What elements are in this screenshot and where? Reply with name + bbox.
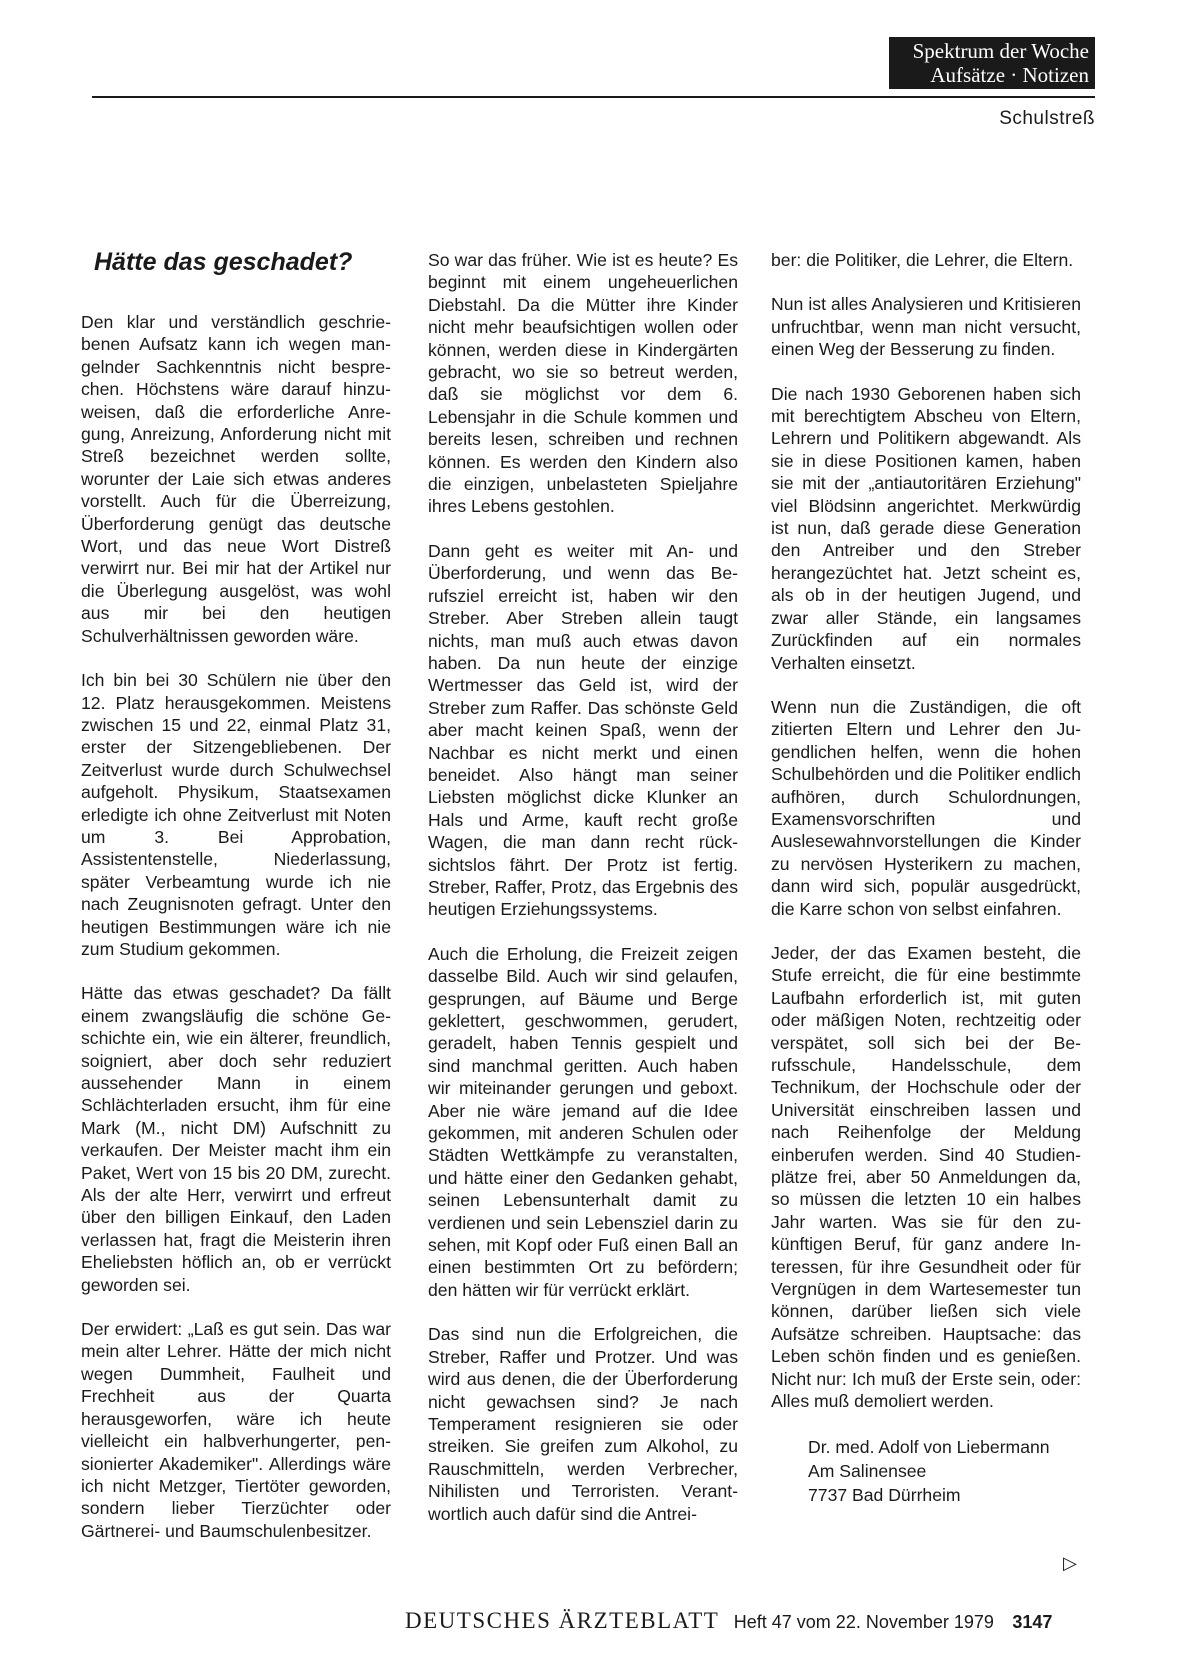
article-title: Hätte das geschadet? [94,248,353,276]
paragraph: Hätte das etwas geschadet? Da fällt einem zwangsläufig die schöne Geschichte ein, wie ein älterer, freundlich, soigniert, aber doch sehr reduziert aussehender Mann in einem Schlächterladen ersucht, ihm für eine Mark (M., nicht DM) Aufschnitt zu verkaufen. Der Meister macht ihm ein Paket, Wert von 15 bis 20 DM, zurecht. Als der alte Herr, verwirrt und erfreut über den billigen Einkauf, den Laden verlassen hat, fragt die Meisterin ihren Eheliebsten höflich an, ob er verrückt geworden sei. [81,983,391,1295]
section-badge [889,37,1095,89]
author-name: Dr. med. Adolf von Liebermann [808,1436,1050,1457]
paragraph: Der erwidert: „Laß es gut sein. Das war mein alter Lehrer. Hätte der mich nicht wegen Dummheit, Faulheit und Frechheit aus der Quarta herausgeworfen, wäre ich heute vielleicht ein halbverhungerter, pensionierter Akademiker". Allerdings wäre ich nicht Metzger, Tiertöter geworden, sondern lieber Tierzüchter oder Gärtnerei- und Baumschulenbesitzer. [81,1319,391,1541]
paragraph: Auch die Erholung, die Freizeit zeigen dasselbe Bild. Auch wir sind gelaufen, gesprungen, auf Bäume und Berge geklettert, geschwommen, gerudert, geradelt, haben Tennis gespielt und sind manchmal geritten. Auch haben wir miteinander gerungen und geboxt. Aber nie wäre jemand auf die Idee gekommen, mit anderen Schulen oder Städten Wettkämpfe zu veranstalten, und hätte einer den Gedanken gehabt, seinen Lebensunterhalt damit zu verdienen und sein Lebensziel darin zu sehen, mit Kopf oder Fuß einen Ball an einen bestimmten Ort zu befördern; den hätten wir für verrückt erklärt. [428,943,738,1300]
author-street: Am Salinensee [808,1460,927,1481]
paragraph: Ich bin bei 30 Schülern nie über den 12. Platz herausgekommen. Meistens zwischen 15 und 22, einmal Platz 31, erster der Sitzengebliebenen. Der Zeitverlust wurde durch Schulwechsel aufgeholt. Physikum, Staatsexamen erledigte ich ohne Zeitverlust mit Noten um 3. Bei Approbation, Assistentenstelle, Niederlassung, später Verbeamtung wurde ich nie nach Zeugnisnoten gefragt. Unter den heutigen Bestimmungen wäre ich nie zum Studium gekommen. [81,670,391,959]
section-label-2: Aufsätze · Notizen [930,63,1089,87]
section-label-1: Spektrum der Woche [912,39,1089,63]
page-footer [405,1608,1052,1634]
journal-name: DEUTSCHES ÄRZTEBLATT [405,1608,720,1633]
paragraph: Dann geht es weiter mit An- und Überforderung, und wenn das Berufsziel erreicht ist, haben wir den Streber. Aber Streben allein taugt nichts, man muß auch etwas davon haben. Da nun heute der einzige Wertmesser das Geld ist, wird der Streber zum Raffer. Das schönste Geld aber macht keinen Spaß, wenn der Nachbar es nicht merkt und einen beneidet. Also hängt man seiner Liebsten möglichst dicke Klunker an Hals und Arme, kauft recht große Wagen, die man dann recht rücksichtslos fährt. Der Protz ist fertig. Streber, Raffer, Protz, das Ergebnis des heutigen Erziehungssystems. [428,540,738,920]
paragraph: So war das früher. Wie ist es heute? Es beginnt mit einem ungeheuerlichen Diebstahl. Da die Mütter ihre Kinder nicht mehr beaufsichtigen wollen oder können, werden diese in Kindergärten gebracht, wo sie so betreut werden, daß sie möglichst vor dem 6. Lebensjahr in die Schule kommen und bereits lesen, schreiben und rechnen können. Es werden den Kindern also die einzigen, unbelasteten Spieljahre ihres Lebens gestohlen. [428,250,738,517]
rubric-label: Schulstreß [999,108,1095,129]
author-city: 7737 Bad Dürrheim [808,1484,961,1505]
issue-info: Heft 47 vom 22. November 1979 [733,1612,994,1632]
header-rule [92,96,1095,98]
author-signature [771,1435,1081,1507]
article-column-1 [81,311,391,1564]
paragraph: Die nach 1930 Geborenen haben sich mit berechtigtem Abscheu von Eltern, Lehrern und Politikern abgewandt. Als sie in diese Positionen kamen, haben sie mit der „antiautoritären Erziehung" viel Blödsinn angerichtet. Merkwürdig ist nun, daß gerade diese Generation den Antreiber und den Streber herangezüchtet hat. Jetzt scheint es, als ob in der heutigen Jugend, und zwar aller Stände, ein langsames Zurückfinden auf ein normales Verhalten einsetzt. [771,383,1081,673]
paragraph: Den klar und verständlich geschriebenen Aufsatz kann ich wegen mangelnder Sachkenntnis nicht besprechen. Höchstens wäre darauf hinzuweisen, daß die erforderliche Anregung, Anreizung, Anforderung nicht mit Streß bezeichnet werden sollte, worunter der Laie sich etwas anderes vorstellt. Auch für die Überreizung, Überforderung genügt das deutsche Wort, und das neue Wort Distreß verwirrt nur. Bei mir hat der Artikel nur die Überlegung ausgelöst, was wohl aus mir bei den heutigen Schulverhältnissen geworden wäre. [81,312,391,646]
article-column-2 [428,249,738,1547]
paragraph: Das sind nun die Erfolgreichen, die Streber, Raffer und Protzer. Und was wird aus denen, die der Überforderung nicht gewachsen sind? Je nach Temperament resignieren sie oder streiken. Sie greifen zum Alkohol, zu Rauschmitteln, werden Verbrecher, Nihilisten und Terroristen. Verantwortlich auch dafür sind die Antrei- [428,1324,738,1524]
paragraph: Jeder, der das Examen besteht, die Stufe erreicht, die für eine bestimmte Laufbahn erforderlich ist, mit guten oder mäßigen Noten, rechtzeitig oder verspätet, soll sich bei der Berufsschule, Handelsschule, dem Technikum, der Hochschule oder der Universität einschreiben lassen und nach Reihenfolge der Meldung einberufen werden. Sind 40 Studienplätze frei, aber 50 Anmeldungen da, so müssen die letzten 10 ein halbes Jahr warten. Was sie für den zukünftigen Beruf, für ganz andere Interessen, für ihre Gesundheit oder für Vergnügen in dem Wartesemеster tun können, darüber ließen sich viele Aufsätze schreiben. Hauptsache: das Leben schön finden und es genießen. Nicht nur: Ich muß der Erste sein, oder: Alles muß demoliert werden. [771,942,1081,1412]
continue-arrow-icon: ▷ [1063,1553,1077,1573]
page-number: 3147 [1012,1612,1053,1632]
paragraph: ber: die Politiker, die Lehrer, die Eltern. [771,250,1074,270]
paragraph: Nun ist alles Analysieren und Kritisieren unfruchtbar, wenn man nicht versucht, einen Weg der Besserung zu finden. [771,294,1081,360]
article-column-3 [771,249,1081,1507]
paragraph: Wenn nun die Zuständigen, die oft zitierten Eltern und Lehrer den Jugendlichen helfen, wenn die hohen Schulbehörden und die Politiker endlich aufhören, durch Schulordnungen, Examensvorschriften und Auslesewahnvorstellungen die Kinder zu nervösen Hysterikern zu machen, dann wird sich, populär ausgedrückt, die Karre schon von selbst einfahren. [771,696,1081,919]
